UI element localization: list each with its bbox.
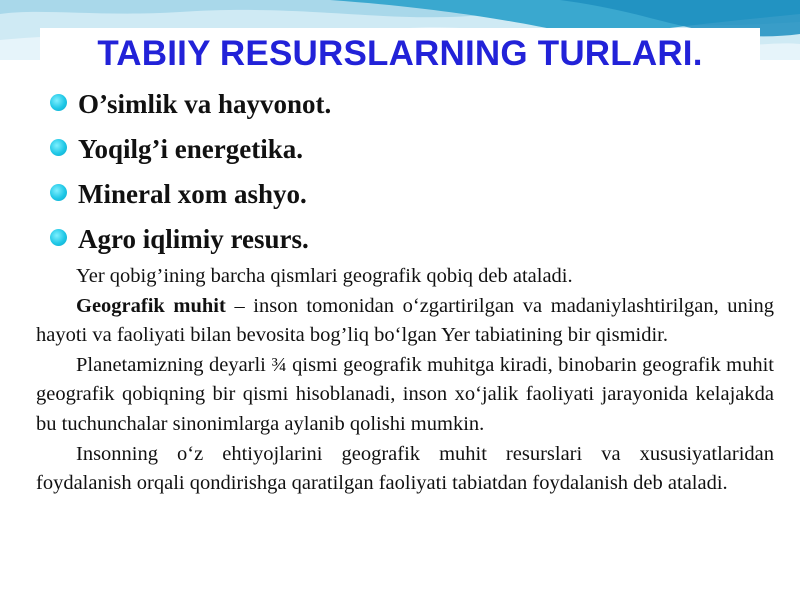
bullet-item [48, 172, 331, 217]
bullet-dot-icon [50, 94, 67, 111]
paragraph-geographic-envelope: Yer qobig’ining barcha qismlari geografik qobiq deb ataladi. [76, 265, 573, 287]
bullet-label: O’simlik va hayvonot. [78, 89, 332, 119]
bullet-dot-icon [50, 229, 67, 246]
bullet-label: Agro iqlimiy resurs. [78, 224, 309, 254]
slide-title: TABIIY RESURSLARNING TURLARI. [97, 34, 703, 73]
bullet-item [48, 82, 331, 127]
bullet-dot-icon [50, 139, 67, 156]
bullet-label: Yoqilg’i energetika. [78, 134, 303, 164]
paragraph-nature-use: Insonning o‘z ehtiyojlarini geografik muhit resurslari va xususiyatlaridan foydalanish orqali qondirishga qaratilgan faoliyati tabiatdan foydalanish deb ataladi. [36, 442, 774, 495]
bullet-dot-icon [50, 184, 67, 201]
bullet-item [48, 127, 331, 172]
definition-text: – inson tomonidan o‘zgartirilgan va madaniylashtirilgan, uning hayoti va faoliyati bilan bevosita bog’liq bo‘lgan Yer tabiatining bir qismidir. [36, 294, 774, 347]
body-text [36, 262, 774, 499]
term-geografik-muhit: Geografik muhit [76, 294, 226, 317]
bullet-list [48, 82, 331, 262]
paragraph-geographic-environment [36, 292, 774, 351]
bullet-item [48, 217, 331, 262]
paragraph-planet-share: Planetamizning deyarli ¾ qismi geografik muhitga kiradi, binobarin geografik muhit geografik qobiqning bir qismi hisoblanadi, inson xo‘jalik faoliyati jarayonida kelajakda bu tuchunchalar sinonimlarga aylanib qolishi mumkin. [36, 353, 774, 435]
bullet-label: Mineral xom ashyo. [78, 179, 307, 209]
